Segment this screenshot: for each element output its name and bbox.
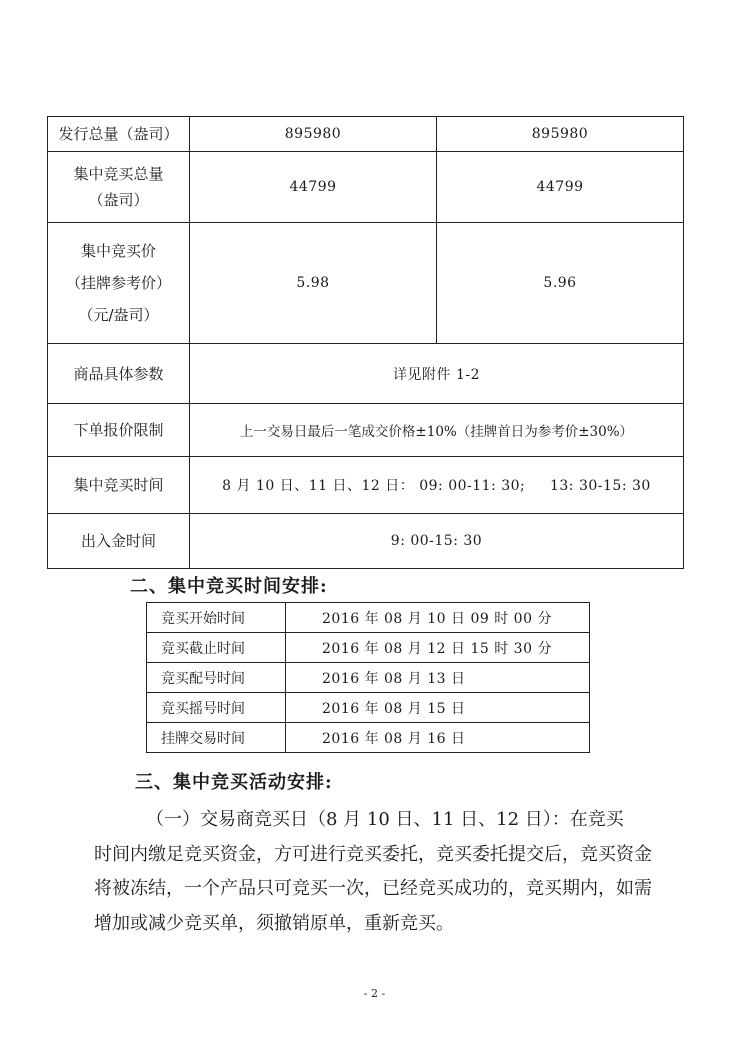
- right-value: 44799: [437, 152, 684, 223]
- table-row: [48, 514, 684, 569]
- section-3-title: 三、集中竞买活动安排:: [135, 772, 333, 793]
- left-value: 895980: [190, 117, 437, 152]
- table-row: [147, 603, 590, 633]
- row-label: 发行总量（盎司）: [48, 117, 190, 152]
- left-value: 5.98: [190, 223, 437, 344]
- row-label: 出入金时间: [48, 514, 190, 569]
- merged-value: 上一交易日最后一笔成交价格±10%（挂牌首日为参考价±30%）: [190, 404, 684, 457]
- paragraph-first-line: （一）交易商竞买日（8 月 10 日、11 日、12 日）：在竞买: [146, 809, 624, 830]
- schedule-table: [146, 602, 590, 753]
- paragraph-body: 时间内缴足竞买资金，方可进行竞买委托，竞买委托提交后，竞买资金将被冻结，一个产品只可竞买一次，已经竞买成功的，竞买期内，如需增加或减少竞买单，须撤销原单，重新竞买。: [94, 843, 652, 934]
- table-row: [147, 693, 590, 723]
- page-number: - 2 -: [363, 987, 386, 1000]
- schedule-label: 竞买配号时间: [147, 663, 286, 693]
- schedule-value: 2016 年 08 月 15 日: [286, 693, 590, 723]
- right-value: 5.96: [437, 223, 684, 344]
- schedule-label: 竞买开始时间: [147, 603, 286, 633]
- activity-paragraph: [94, 803, 654, 941]
- section-2-title: 二、集中竞买时间安排:: [130, 576, 328, 597]
- table-row: [48, 223, 684, 344]
- row-label: 下单报价限制: [48, 404, 190, 457]
- schedule-value: 2016 年 08 月 13 日: [286, 663, 590, 693]
- table-row: [147, 723, 590, 753]
- merged-value: 8 月 10 日、11 日、12 日： 09: 00-11: 30; 13: 30-15: 30: [190, 457, 684, 514]
- schedule-label: 竞买摇号时间: [147, 693, 286, 723]
- schedule-value: 2016 年 08 月 10 日 09 时 00 分: [286, 603, 590, 633]
- table-row: [147, 633, 590, 663]
- merged-value: 详见附件 1-2: [190, 344, 684, 404]
- schedule-value: 2016 年 08 月 12 日 15 时 30 分: [286, 633, 590, 663]
- table-row: [48, 344, 684, 404]
- table-row: [48, 117, 684, 152]
- schedule-label: 挂牌交易时间: [147, 723, 286, 753]
- row-label: 集中竞买时间: [48, 457, 190, 514]
- table-row: [48, 404, 684, 457]
- left-value: 44799: [190, 152, 437, 223]
- schedule-value: 2016 年 08 月 16 日: [286, 723, 590, 753]
- row-label: 集中竞买总量 （盎司）: [48, 152, 190, 223]
- schedule-label: 竞买截止时间: [147, 633, 286, 663]
- row-label: 商品具体参数: [48, 344, 190, 404]
- table-row: [48, 152, 684, 223]
- product-info-table: [47, 116, 684, 569]
- right-value: 895980: [437, 117, 684, 152]
- row-label: 集中竞买价 （挂牌参考价） （元/盎司）: [48, 223, 190, 344]
- table-row: [147, 663, 590, 693]
- table-row: [48, 457, 684, 514]
- merged-value: 9: 00-15: 30: [190, 514, 684, 569]
